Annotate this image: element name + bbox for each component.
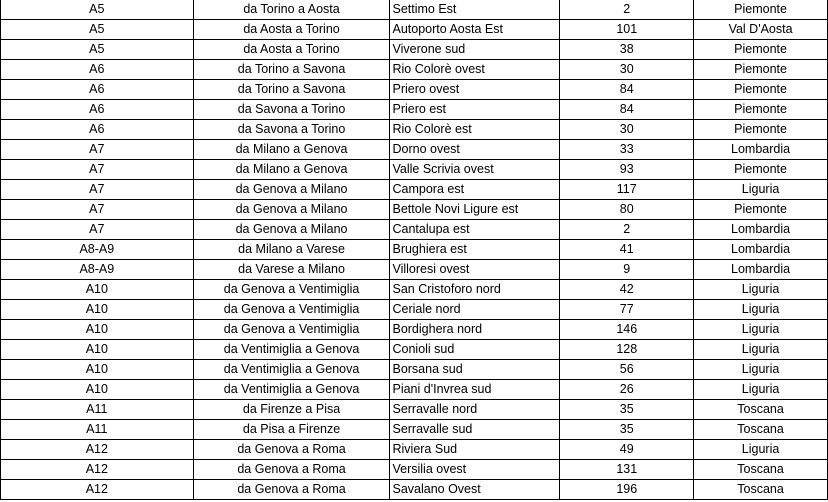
region-cell[interactable]: Piemonte <box>694 80 828 100</box>
region-cell[interactable]: Lombardia <box>694 140 828 160</box>
km-cell[interactable]: 35 <box>560 420 694 440</box>
road-cell[interactable]: A10 <box>1 340 194 360</box>
road-cell[interactable]: A6 <box>1 60 194 80</box>
table-row <box>1 160 828 180</box>
km-cell[interactable]: 2 <box>560 0 694 20</box>
road-cell[interactable]: A12 <box>1 440 194 460</box>
region-cell[interactable]: Liguria <box>694 440 828 460</box>
region-cell[interactable]: Lombardia <box>694 240 828 260</box>
station-cell[interactable]: Riviera Sud <box>390 440 560 460</box>
region-cell[interactable]: Lombardia <box>694 220 828 240</box>
region-cell[interactable]: Piemonte <box>694 0 828 20</box>
direction-cell[interactable]: da Pisa a Firenze <box>193 420 390 440</box>
direction-cell[interactable]: da Milano a Genova <box>193 140 390 160</box>
table-row <box>1 20 828 40</box>
road-cell[interactable]: A7 <box>1 200 194 220</box>
km-cell[interactable]: 93 <box>560 160 694 180</box>
direction-cell[interactable]: da Genova a Ventimiglia <box>193 280 390 300</box>
km-cell[interactable]: 80 <box>560 200 694 220</box>
station-cell[interactable]: Serravalle sud <box>390 420 560 440</box>
region-cell[interactable]: Liguria <box>694 360 828 380</box>
station-cell[interactable]: Piani d'Invrea sud <box>390 380 560 400</box>
region-cell[interactable]: Toscana <box>694 400 828 420</box>
road-cell[interactable]: A10 <box>1 320 194 340</box>
table-row <box>1 440 828 460</box>
table-row <box>1 240 828 260</box>
direction-cell[interactable]: da Torino a Savona <box>193 60 390 80</box>
table-row <box>1 460 828 480</box>
road-cell[interactable]: A5 <box>1 0 194 20</box>
region-cell[interactable]: Toscana <box>694 420 828 440</box>
km-cell[interactable]: 84 <box>560 80 694 100</box>
table-row <box>1 40 828 60</box>
road-cell[interactable]: A6 <box>1 80 194 100</box>
station-cell[interactable]: Viverone sud <box>390 40 560 60</box>
region-cell[interactable]: Piemonte <box>694 60 828 80</box>
region-cell[interactable]: Piemonte <box>694 120 828 140</box>
km-cell[interactable]: 33 <box>560 140 694 160</box>
direction-cell[interactable]: da Aosta a Torino <box>193 20 390 40</box>
station-cell[interactable]: Priero est <box>390 100 560 120</box>
road-cell[interactable]: A6 <box>1 100 194 120</box>
direction-cell[interactable]: da Genova a Roma <box>193 440 390 460</box>
region-cell[interactable]: Piemonte <box>694 40 828 60</box>
table-row <box>1 200 828 220</box>
km-cell[interactable]: 101 <box>560 20 694 40</box>
km-cell[interactable]: 49 <box>560 440 694 460</box>
station-cell[interactable]: Bettole Novi Ligure est <box>390 200 560 220</box>
table-row <box>1 400 828 420</box>
road-cell[interactable]: A5 <box>1 20 194 40</box>
table-row <box>1 140 828 160</box>
km-cell[interactable]: 35 <box>560 400 694 420</box>
region-cell[interactable]: Liguria <box>694 280 828 300</box>
table-row <box>1 280 828 300</box>
km-cell[interactable]: 26 <box>560 380 694 400</box>
table-row <box>1 380 828 400</box>
station-cell[interactable]: Cantalupa est <box>390 220 560 240</box>
direction-cell[interactable]: da Genova a Roma <box>193 480 390 500</box>
region-cell[interactable]: Liguria <box>694 320 828 340</box>
km-cell[interactable]: 128 <box>560 340 694 360</box>
road-cell[interactable]: A11 <box>1 420 194 440</box>
station-cell[interactable]: San Cristoforo nord <box>390 280 560 300</box>
road-cell[interactable]: A7 <box>1 140 194 160</box>
table-row <box>1 360 828 380</box>
direction-cell[interactable]: da Genova a Ventimiglia <box>193 300 390 320</box>
station-cell[interactable]: Serravalle nord <box>390 400 560 420</box>
direction-cell[interactable]: da Ventimiglia a Genova <box>193 360 390 380</box>
km-cell[interactable]: 196 <box>560 480 694 500</box>
direction-cell[interactable]: da Milano a Genova <box>193 160 390 180</box>
road-cell[interactable]: A7 <box>1 180 194 200</box>
station-cell[interactable]: Borsana sud <box>390 360 560 380</box>
direction-cell[interactable]: da Genova a Milano <box>193 180 390 200</box>
region-cell[interactable]: Piemonte <box>694 200 828 220</box>
direction-cell[interactable]: da Genova a Ventimiglia <box>193 320 390 340</box>
km-cell[interactable]: 30 <box>560 60 694 80</box>
station-cell[interactable]: Settimo Est <box>390 0 560 20</box>
km-cell[interactable]: 131 <box>560 460 694 480</box>
region-cell[interactable]: Val D'Aosta <box>694 20 828 40</box>
direction-cell[interactable]: da Firenze a Pisa <box>193 400 390 420</box>
direction-cell[interactable]: da Torino a Aosta <box>193 0 390 20</box>
km-cell[interactable]: 42 <box>560 280 694 300</box>
km-cell[interactable]: 56 <box>560 360 694 380</box>
station-cell[interactable]: Brughiera est <box>390 240 560 260</box>
region-cell[interactable]: Toscana <box>694 480 828 500</box>
table-row <box>1 120 828 140</box>
direction-cell[interactable]: da Varese a Milano <box>193 260 390 280</box>
station-cell[interactable]: Campora est <box>390 180 560 200</box>
table-body <box>1 0 828 500</box>
table-row <box>1 420 828 440</box>
road-cell[interactable]: A6 <box>1 120 194 140</box>
station-cell[interactable]: Conioli sud <box>390 340 560 360</box>
km-cell[interactable]: 9 <box>560 260 694 280</box>
table-row <box>1 80 828 100</box>
km-cell[interactable]: 41 <box>560 240 694 260</box>
road-cell[interactable]: A11 <box>1 400 194 420</box>
road-cell[interactable]: A5 <box>1 40 194 60</box>
region-cell[interactable]: Liguria <box>694 340 828 360</box>
km-cell[interactable]: 117 <box>560 180 694 200</box>
station-cell[interactable]: Priero ovest <box>390 80 560 100</box>
direction-cell[interactable]: da Ventimiglia a Genova <box>193 340 390 360</box>
table-row <box>1 300 828 320</box>
km-cell[interactable]: 146 <box>560 320 694 340</box>
table-row <box>1 320 828 340</box>
road-cell[interactable]: A10 <box>1 360 194 380</box>
region-cell[interactable]: Liguria <box>694 180 828 200</box>
station-cell[interactable]: Autoporto Aosta Est <box>390 20 560 40</box>
direction-cell[interactable]: da Savona a Torino <box>193 100 390 120</box>
road-cell[interactable]: A12 <box>1 480 194 500</box>
station-cell[interactable]: Valle Scrivia ovest <box>390 160 560 180</box>
table-row <box>1 60 828 80</box>
table-row <box>1 100 828 120</box>
km-cell[interactable]: 2 <box>560 220 694 240</box>
station-cell[interactable]: Villoresi ovest <box>390 260 560 280</box>
station-cell[interactable]: Rio Colorè est <box>390 120 560 140</box>
direction-cell[interactable]: da Genova a Milano <box>193 220 390 240</box>
station-cell[interactable]: Dorno ovest <box>390 140 560 160</box>
direction-cell[interactable]: da Genova a Milano <box>193 200 390 220</box>
road-cell[interactable]: A7 <box>1 220 194 240</box>
direction-cell[interactable]: da Torino a Savona <box>193 80 390 100</box>
km-cell[interactable]: 30 <box>560 120 694 140</box>
table-row <box>1 480 828 500</box>
road-cell[interactable]: A8-A9 <box>1 260 194 280</box>
table-row <box>1 180 828 200</box>
station-cell[interactable]: Versilia ovest <box>390 460 560 480</box>
road-cell[interactable]: A10 <box>1 280 194 300</box>
direction-cell[interactable]: da Genova a Roma <box>193 460 390 480</box>
region-cell[interactable]: Piemonte <box>694 160 828 180</box>
station-cell[interactable]: Rio Colorè ovest <box>390 60 560 80</box>
road-cell[interactable]: A8-A9 <box>1 240 194 260</box>
direction-cell[interactable]: da Milano a Varese <box>193 240 390 260</box>
km-cell[interactable]: 77 <box>560 300 694 320</box>
direction-cell[interactable]: da Aosta a Torino <box>193 40 390 60</box>
direction-cell[interactable]: da Savona a Torino <box>193 120 390 140</box>
region-cell[interactable]: Piemonte <box>694 100 828 120</box>
region-cell[interactable]: Toscana <box>694 460 828 480</box>
table-row <box>1 0 828 20</box>
station-cell[interactable]: Ceriale nord <box>390 300 560 320</box>
table-row <box>1 260 828 280</box>
km-cell[interactable]: 38 <box>560 40 694 60</box>
road-cell[interactable]: A7 <box>1 160 194 180</box>
direction-cell[interactable]: da Ventimiglia a Genova <box>193 380 390 400</box>
station-cell[interactable]: Savalano Ovest <box>390 480 560 500</box>
table-row <box>1 220 828 240</box>
road-cell[interactable]: A12 <box>1 460 194 480</box>
road-cell[interactable]: A10 <box>1 300 194 320</box>
region-cell[interactable]: Liguria <box>694 300 828 320</box>
region-cell[interactable]: Lombardia <box>694 260 828 280</box>
road-cell[interactable]: A10 <box>1 380 194 400</box>
station-cell[interactable]: Bordighera nord <box>390 320 560 340</box>
table-row <box>1 340 828 360</box>
region-cell[interactable]: Liguria <box>694 380 828 400</box>
km-cell[interactable]: 84 <box>560 100 694 120</box>
